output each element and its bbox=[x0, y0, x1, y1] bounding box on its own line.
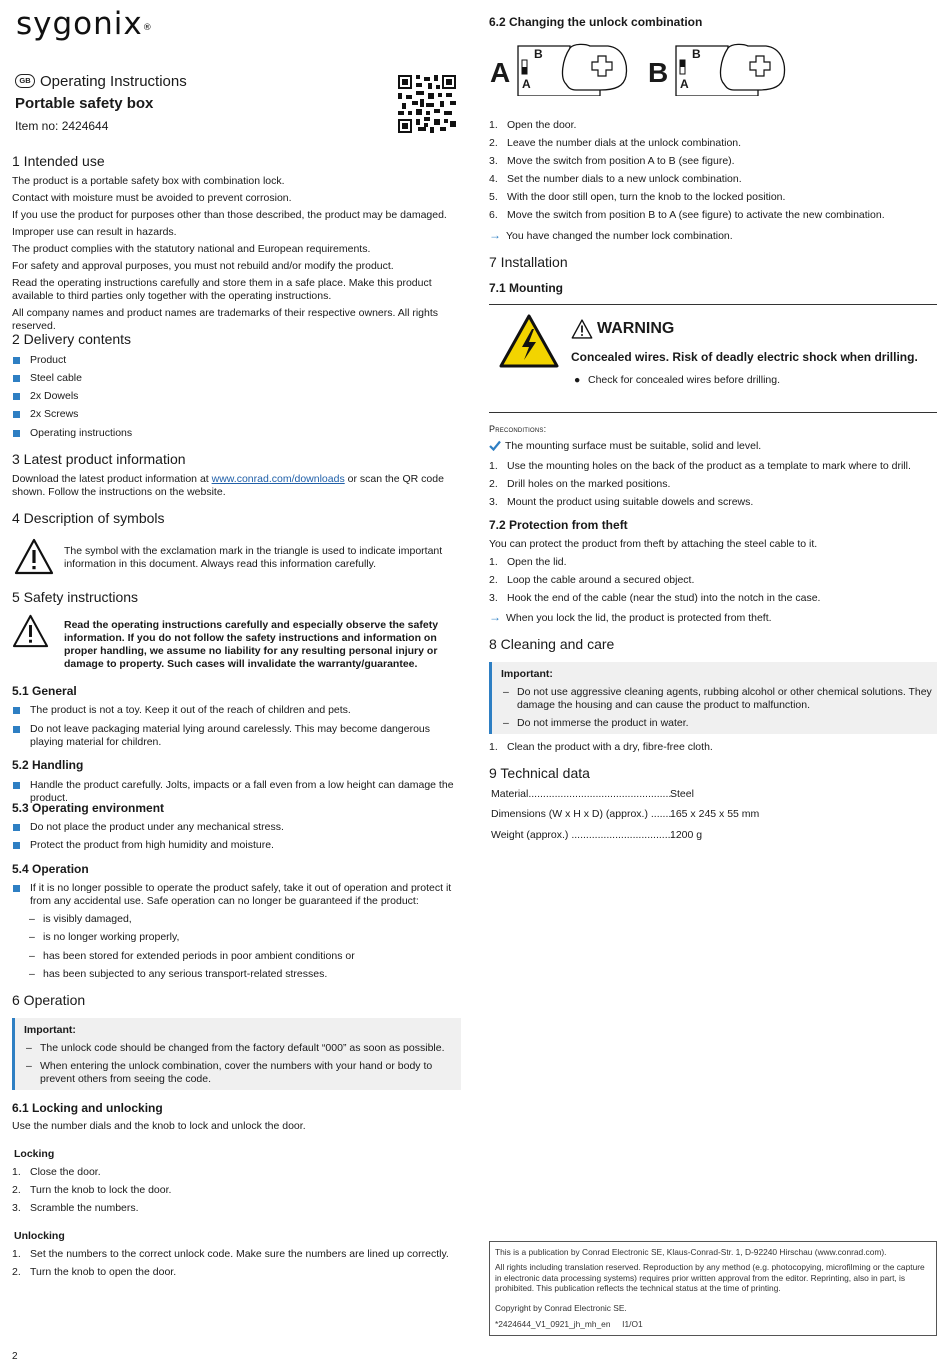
operation-safety-item: If it is no longer possible to operate the product safely, take it out of operation and protect it from any accidental use. Safe operation can no longer be guaranteed if the product: bbox=[12, 882, 461, 908]
mounting-step: 3. Mount the product using suitable dowels and screws. bbox=[489, 496, 754, 508]
unlocking-subtitle: Unlocking bbox=[14, 1230, 65, 1242]
change-step: 2. Leave the number dials at the unlock combination. bbox=[489, 137, 742, 149]
precondition-item: The mounting surface must be suitable, solid and level. bbox=[489, 440, 761, 453]
section-technical-title: 9 Technical data bbox=[489, 765, 590, 781]
important-item: – Do not use aggressive cleaning agents, rubbing alcohol or other chemical solutions. They damage the housing and can cause the product to malfunction. bbox=[500, 686, 935, 712]
intended-use-line: Contact with moisture must be avoided to prevent corrosion. bbox=[12, 192, 292, 204]
switch-figure-b bbox=[672, 42, 788, 96]
publisher-footer bbox=[489, 1241, 937, 1336]
switch-label-b: B bbox=[692, 47, 701, 61]
change-result: → You have changed the number lock combination. bbox=[489, 228, 733, 242]
switch-label-a: A bbox=[680, 77, 689, 91]
condition-item: – is no longer working properly, bbox=[26, 931, 179, 944]
intended-use-line: Improper use can result in hazards. bbox=[12, 226, 177, 238]
locking-subtitle: Locking bbox=[14, 1148, 55, 1160]
environment-item: Do not place the product under any mechanical stress. bbox=[12, 821, 284, 834]
tech-label-dimensions: Dimensions (W x H x D) (approx.) ........ bbox=[491, 808, 675, 820]
locking-step: 2. Turn the knob to lock the door. bbox=[12, 1184, 172, 1196]
theft-protection-title: 7.2 Protection from theft bbox=[489, 518, 628, 532]
intended-use-line: For safety and approval purposes, you must not rebuild and/or modify the product. bbox=[12, 260, 394, 272]
mounting-step: 1. Use the mounting holes on the back of the product as a template to mark where to drill. bbox=[489, 460, 911, 472]
operation-safety-title: 5.4 Operation bbox=[12, 862, 89, 876]
unlocking-step: 1. Set the numbers to the correct unlock code. Make sure the numbers are lined up correctly. bbox=[12, 1248, 449, 1260]
exclamation-warning-icon bbox=[571, 319, 593, 339]
general-item: Do not leave packaging material lying around carelessly. This may become dangerous playing material for children. bbox=[12, 723, 461, 749]
divider bbox=[489, 412, 937, 413]
change-step: 4. Set the number dials to a new unlock combination. bbox=[489, 173, 742, 185]
condition-item: – is visibly damaged, bbox=[26, 913, 132, 926]
item-number: Item no: 2424644 bbox=[15, 119, 109, 133]
mounting-title: 7.1 Mounting bbox=[489, 281, 563, 295]
important-item: – The unlock code should be changed from the factory default “000” as soon as possible. bbox=[23, 1042, 460, 1055]
delivery-item: 2x Dowels bbox=[12, 390, 78, 403]
intended-use-line: The product complies with the statutory national and European requirements. bbox=[12, 243, 371, 255]
intended-use-line: Read the operating instructions carefully and store them in a safe place. Make this product available to third parties only together with the operating instructions. bbox=[12, 277, 432, 302]
change-step: 3. Move the switch from position A to B (see figure). bbox=[489, 155, 735, 167]
change-step: 1. Open the door. bbox=[489, 119, 577, 131]
safety-text: Read the operating instructions carefully and especially observe the safety information. If you do not follow the safety instructions and information on proper handling, we assume no liability for any resulting personal injury or damage to property. Such cases will invalidate the warranty/guarantee. bbox=[64, 619, 439, 670]
product-title: Portable safety box bbox=[15, 95, 154, 112]
figure-label-a: A bbox=[490, 57, 511, 88]
section-operation-title: 6 Operation bbox=[12, 992, 86, 1008]
warning-heading: Concealed wires. Risk of deadly electric shock when drilling. bbox=[571, 350, 918, 364]
locking-step: 3. Scramble the numbers. bbox=[12, 1202, 139, 1214]
brand-logo: sygonix® bbox=[16, 6, 153, 42]
latest-info-text: Download the latest product information at www.conrad.com/downloads or scan the QR code shown. Follow the instructions on the website. bbox=[12, 473, 444, 498]
symbols-text: The symbol with the exclamation mark in the triangle is used to indicate important information in this document. Always read this information carefully. bbox=[64, 545, 443, 570]
section-installation-title: 7 Installation bbox=[489, 254, 568, 270]
delivery-item: 2x Screws bbox=[12, 408, 78, 421]
tech-label-weight: Weight (approx.) ................................... bbox=[491, 829, 674, 841]
intended-use-line: If you use the product for purposes other than those described, the product may be damaged. bbox=[12, 209, 447, 221]
change-step: 6. Move the switch from position B to A (see figure) to activate the new combination. bbox=[489, 209, 885, 221]
theft-intro: You can protect the product from theft by attaching the steel cable to it. bbox=[489, 538, 818, 550]
section-symbols-title: 4 Description of symbols bbox=[12, 510, 165, 526]
important-box-cleaning bbox=[489, 662, 937, 734]
important-item: – When entering the unlock combination, cover the numbers with your hand or body to prevent others from seeing the code. bbox=[23, 1060, 460, 1086]
environment-item: Protect the product from high humidity and moisture. bbox=[12, 839, 274, 852]
tech-label-material: Material.................................................. bbox=[491, 788, 675, 800]
delivery-item: Operating instructions bbox=[12, 427, 132, 440]
important-label: Important: bbox=[501, 668, 553, 680]
preconditions-label: Preconditions: bbox=[489, 424, 547, 434]
language-badge: GB bbox=[15, 74, 35, 88]
doc-type: GB Operating Instructions bbox=[15, 74, 187, 88]
mounting-step: 2. Drill holes on the marked positions. bbox=[489, 478, 671, 490]
section-intended-use-title: 1 Intended use bbox=[12, 153, 105, 169]
important-box-operation bbox=[12, 1018, 461, 1090]
warning-label: WARNING bbox=[597, 320, 675, 337]
exclamation-warning-icon bbox=[14, 538, 54, 575]
important-item: – Do not immerse the product in water. bbox=[500, 717, 935, 730]
theft-step: 1. Open the lid. bbox=[489, 556, 567, 568]
section-delivery-title: 2 Delivery contents bbox=[12, 331, 132, 347]
section-cleaning-title: 8 Cleaning and care bbox=[489, 636, 615, 652]
cleaning-step: 1. Clean the product with a dry, fibre-free cloth. bbox=[489, 741, 713, 753]
changing-combination-title: 6.2 Changing the unlock combination bbox=[489, 15, 703, 29]
warning-item: ● Check for concealed wires before drilling. bbox=[574, 374, 781, 386]
qr-code-icon[interactable] bbox=[398, 75, 456, 133]
environment-title: 5.3 Operating environment bbox=[12, 801, 165, 815]
footer-rights: All rights including translation reserved. Reproduction by any method (e.g. photocopying, microfilming or the capture in electronic data processing systems) requires prior written approval from the editor. Reprinting, also in part, is prohibited. This publication reflects the technical status at the time of printing. bbox=[495, 1262, 925, 1293]
switch-label-a: A bbox=[522, 77, 531, 91]
switch-label-b: B bbox=[534, 47, 543, 61]
theft-step: 2. Loop the cable around a secured object. bbox=[489, 574, 695, 586]
locking-step: 1. Close the door. bbox=[12, 1166, 101, 1178]
footer-publisher: This is a publication by Conrad Electronic SE, Klaus-Conrad-Str. 1, D-92240 Hirschau (www.conrad.com). bbox=[495, 1247, 887, 1257]
figure-label-b: B bbox=[648, 57, 669, 88]
theft-step: 3. Hook the end of the cable (near the stud) into the notch in the case. bbox=[489, 592, 821, 604]
unlocking-step: 2. Turn the knob to open the door. bbox=[12, 1266, 177, 1278]
condition-item: – has been subjected to any serious transport-related stresses. bbox=[26, 968, 327, 981]
switch-figure-a bbox=[514, 42, 630, 96]
electric-shock-warning-icon bbox=[498, 313, 560, 369]
tech-value-material: Steel bbox=[670, 788, 694, 800]
handling-item: Handle the product carefully. Jolts, impacts or a fall even from a low height can damage the product. bbox=[12, 779, 470, 805]
delivery-item: Steel cable bbox=[12, 372, 82, 385]
page-number: 2 bbox=[12, 1351, 18, 1362]
tech-value-dimensions: 165 x 245 x 55 mm bbox=[670, 808, 760, 820]
theft-result: → When you lock the lid, the product is protected from theft. bbox=[489, 610, 772, 624]
check-icon bbox=[489, 440, 501, 451]
change-step: 5. With the door still open, turn the knob to the locked position. bbox=[489, 191, 786, 203]
general-item: The product is not a toy. Keep it out of the reach of children and pets. bbox=[12, 704, 461, 717]
downloads-link[interactable]: www.conrad.com/downloads bbox=[211, 473, 345, 485]
exclamation-warning-icon bbox=[12, 614, 49, 648]
section-latest-info-title: 3 Latest product information bbox=[12, 451, 186, 467]
handling-title: 5.2 Handling bbox=[12, 758, 84, 772]
divider bbox=[489, 304, 937, 305]
intended-use-line: The product is a portable safety box with combination lock. bbox=[12, 175, 285, 187]
general-title: 5.1 General bbox=[12, 684, 77, 698]
intended-use-line: All company names and product names are trademarks of their respective owners. All rights reserved. bbox=[12, 307, 439, 332]
footer-doc-id: *2424644_V1_0921_jh_mh_en I1/O1 bbox=[495, 1319, 643, 1329]
footer-copyright: Copyright by Conrad Electronic SE. bbox=[495, 1303, 627, 1313]
delivery-item: Product bbox=[12, 354, 66, 367]
locking-intro: Use the number dials and the knob to lock and unlock the door. bbox=[12, 1120, 306, 1132]
tech-value-weight: 1200 g bbox=[670, 829, 703, 841]
condition-item: – has been stored for extended periods in poor ambient conditions or bbox=[26, 950, 355, 963]
section-safety-title: 5 Safety instructions bbox=[12, 589, 139, 605]
important-label: Important: bbox=[24, 1024, 76, 1036]
locking-unlocking-title: 6.1 Locking and unlocking bbox=[12, 1101, 163, 1115]
